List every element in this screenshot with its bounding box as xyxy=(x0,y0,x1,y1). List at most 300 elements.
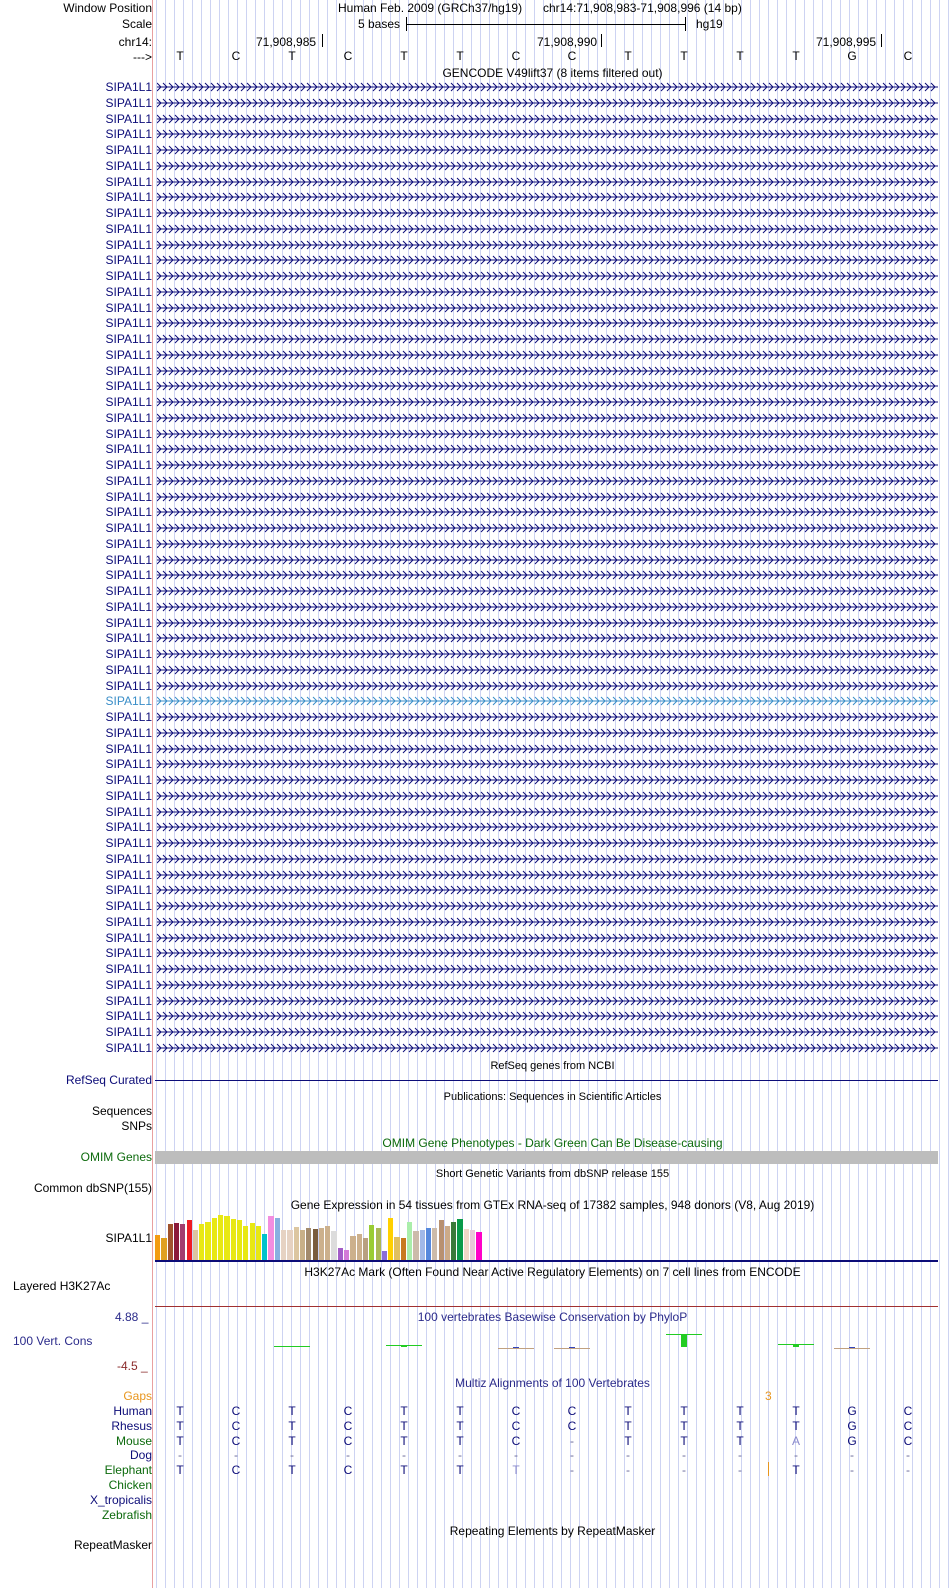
transcript-intron-line[interactable] xyxy=(157,506,938,518)
omim-track-label[interactable]: OMIM Genes xyxy=(80,1150,152,1164)
transcript-label[interactable]: SIPA1L1 xyxy=(105,662,152,677)
aligned-base: - xyxy=(906,1448,910,1463)
phylop-score-bar[interactable] xyxy=(401,1345,407,1347)
transcript-label[interactable]: SIPA1L1 xyxy=(105,410,152,425)
transcript-label[interactable]: SIPA1L1 xyxy=(105,914,152,929)
gtex-tissue-bar[interactable] xyxy=(281,1230,286,1260)
gtex-tissue-bar[interactable] xyxy=(275,1218,280,1260)
aligned-base: - xyxy=(626,1463,630,1478)
aligned-base: C xyxy=(343,1418,353,1433)
transcript-label[interactable]: SIPA1L1 xyxy=(105,1009,152,1024)
aligned-base: - xyxy=(906,1463,910,1478)
transcript-label[interactable]: SIPA1L1 xyxy=(105,930,152,945)
gtex-tissue-bar[interactable] xyxy=(369,1225,374,1260)
transcript-label[interactable]: SIPA1L1 xyxy=(105,1025,152,1039)
transcript-label[interactable]: SIPA1L1 xyxy=(105,883,152,898)
assembly-text: Human Feb. 2009 (GRCh37/hg19) xyxy=(338,1,523,15)
transcript-label[interactable]: SIPA1L1 xyxy=(105,568,152,583)
gtex-tissue-bar[interactable] xyxy=(357,1234,362,1260)
aligned-base: T xyxy=(792,1463,800,1478)
transcript-label[interactable]: SIPA1L1 xyxy=(105,851,152,866)
transcript-intron-line[interactable] xyxy=(157,176,938,188)
position-text: chr14:71,908,983-71,908,996 (14 bp) xyxy=(543,1,742,15)
gtex-tissue-bar[interactable] xyxy=(476,1232,481,1260)
gtex-tissue-bar[interactable] xyxy=(231,1219,236,1260)
transcript-intron-line[interactable] xyxy=(157,522,938,534)
transcript-intron-line[interactable] xyxy=(157,1010,938,1022)
transcript-intron-line[interactable] xyxy=(157,81,938,93)
transcript-intron-line[interactable] xyxy=(157,821,938,833)
gtex-tissue-bar[interactable] xyxy=(237,1220,242,1260)
transcript-intron-line[interactable] xyxy=(157,191,938,203)
gtex-tissue-bar[interactable] xyxy=(350,1236,355,1260)
aligned-base: - xyxy=(178,1448,182,1463)
aligned-base: T xyxy=(288,1463,296,1478)
transcript-label[interactable]: SIPA1L1 xyxy=(105,647,152,661)
transcript-intron-line[interactable] xyxy=(157,207,938,219)
gtex-tissue-bar[interactable] xyxy=(426,1228,431,1260)
tick-mark xyxy=(322,34,323,47)
transcript-intron-line[interactable] xyxy=(157,632,938,644)
aligned-base: T xyxy=(176,1433,184,1448)
transcript-intron-line[interactable] xyxy=(157,113,938,125)
species-label[interactable]: Zebrafish xyxy=(101,1507,152,1522)
transcript-label[interactable]: SIPA1L1 xyxy=(105,300,152,315)
transcript-intron-line[interactable] xyxy=(157,317,938,329)
transcript-intron-line[interactable] xyxy=(157,349,938,361)
transcript-label[interactable]: SIPA1L1 xyxy=(105,584,152,598)
gtex-tissue-bar[interactable] xyxy=(205,1222,210,1260)
gtex-tissue-bar[interactable] xyxy=(401,1238,406,1260)
gtex-tissue-bar[interactable] xyxy=(212,1218,217,1260)
transcript-label[interactable]: SIPA1L1 xyxy=(105,221,152,236)
gtex-tissue-bar[interactable] xyxy=(445,1226,450,1260)
transcript-intron-line[interactable] xyxy=(157,869,938,881)
species-label[interactable]: Chicken xyxy=(108,1478,152,1492)
transcript-label[interactable]: SIPA1L1 xyxy=(105,678,152,693)
gtex-tissue-bar[interactable] xyxy=(331,1231,336,1260)
aligned-base: - xyxy=(346,1448,350,1463)
transcript-label[interactable]: SIPA1L1 xyxy=(105,95,152,110)
phylop-score-bar[interactable] xyxy=(793,1344,799,1347)
gtex-tissue-bar[interactable] xyxy=(174,1223,179,1260)
aligned-base: T xyxy=(680,1404,688,1418)
gtex-tissue-bar[interactable] xyxy=(224,1216,229,1260)
transcript-label[interactable]: SIPA1L1 xyxy=(105,757,152,772)
gtex-tissue-bar[interactable] xyxy=(363,1238,368,1260)
aligned-base: C xyxy=(567,1404,577,1418)
transcript-intron-line[interactable] xyxy=(157,554,938,566)
aligned-base: T xyxy=(288,1418,296,1433)
gtex-tissue-bar[interactable] xyxy=(420,1230,425,1260)
transcript-intron-line[interactable] xyxy=(157,837,938,849)
transcript-label[interactable]: SIPA1L1 xyxy=(105,143,152,157)
transcript-label[interactable]: SIPA1L1 xyxy=(105,127,152,142)
aligned-base: T xyxy=(456,1404,464,1418)
refseq-track-label[interactable]: RefSeq Curated xyxy=(65,1073,152,1087)
transcript-label[interactable]: SIPA1L1 xyxy=(105,174,152,189)
gtex-tissue-bar[interactable] xyxy=(413,1231,418,1260)
h3k27ac-track-label[interactable]: Layered H3K27Ac xyxy=(13,1279,111,1293)
aligned-base: C xyxy=(343,1404,353,1418)
species-label[interactable]: X_tropicalis xyxy=(89,1492,152,1507)
transcript-label[interactable]: SIPA1L1 xyxy=(105,820,152,835)
transcript-label[interactable]: SIPA1L1 xyxy=(105,536,152,551)
transcript-label[interactable]: SIPA1L1 xyxy=(105,710,152,724)
publications-track-title: Publications: Sequences in Scientific Articles xyxy=(443,1091,662,1103)
phylop-score-cap xyxy=(834,1348,870,1349)
transcript-intron-line[interactable] xyxy=(157,128,938,140)
chrom-label: chr14: xyxy=(118,35,152,49)
species-label[interactable]: Mouse xyxy=(115,1433,152,1448)
transcript-intron-line[interactable] xyxy=(157,302,938,314)
transcript-intron-line[interactable] xyxy=(157,900,938,912)
transcript-label[interactable]: SIPA1L1 xyxy=(105,206,152,220)
transcript-label[interactable]: SIPA1L1 xyxy=(105,80,152,94)
transcript-label[interactable]: SIPA1L1 xyxy=(105,379,152,394)
transcript-label[interactable]: SIPA1L1 xyxy=(105,1040,152,1055)
transcript-intron-line[interactable] xyxy=(157,601,938,613)
transcript-label[interactable]: SIPA1L1 xyxy=(105,284,152,299)
gtex-tissue-bar[interactable] xyxy=(313,1229,318,1260)
aligned-base: - xyxy=(290,1448,294,1463)
transcript-intron-line[interactable] xyxy=(157,475,938,487)
aligned-base: T xyxy=(736,1433,744,1448)
species-label[interactable]: Dog xyxy=(129,1448,152,1463)
gtex-tissue-bar[interactable] xyxy=(306,1228,311,1260)
aligned-base: - xyxy=(570,1433,574,1448)
transcript-intron-line[interactable] xyxy=(157,270,938,282)
transcript-intron-line[interactable] xyxy=(157,365,938,377)
reference-base: T xyxy=(736,49,744,63)
transcript-label[interactable]: SIPA1L1 xyxy=(105,347,152,362)
transcript-label[interactable]: SIPA1L1 xyxy=(105,773,152,787)
gtex-tissue-bar[interactable] xyxy=(243,1226,248,1260)
phylop-track-title: 100 vertebrates Basewise Conservation by PhyloP xyxy=(417,1310,688,1324)
dbsnp-track-title: Short Genetic Variants from dbSNP release 155 xyxy=(435,1168,670,1180)
transcript-intron-line[interactable] xyxy=(157,412,938,424)
label-separator xyxy=(152,0,153,1588)
aligned-base: C xyxy=(231,1404,241,1418)
gtex-tissue-bar[interactable] xyxy=(180,1224,185,1260)
transcript-label[interactable]: SIPA1L1 xyxy=(105,190,152,205)
grid-line xyxy=(948,0,949,1588)
aligned-base: C xyxy=(231,1433,241,1448)
tick-label: 71,908,995 xyxy=(816,35,877,49)
transcript-intron-line[interactable] xyxy=(157,585,938,597)
repeatmasker-track-title: Repeating Elements by RepeatMasker xyxy=(449,1524,656,1538)
transcript-intron-line[interactable] xyxy=(157,538,938,550)
gap-count: 3 xyxy=(765,1389,772,1403)
gtex-tissue-bar[interactable] xyxy=(256,1226,261,1260)
transcript-intron-line[interactable] xyxy=(157,239,938,251)
transcript-intron-line[interactable] xyxy=(157,223,938,235)
omim-track-title: OMIM Gene Phenotypes - Dark Green Can Be Disease-causing xyxy=(382,1136,723,1150)
transcript-label[interactable]: SIPA1L1 xyxy=(105,867,152,882)
aligned-base: C xyxy=(231,1418,241,1433)
transcript-label[interactable]: SIPA1L1 xyxy=(105,521,152,535)
transcript-label[interactable]: SIPA1L1 xyxy=(105,804,152,819)
aligned-base: - xyxy=(682,1448,686,1463)
aligned-base: T xyxy=(288,1433,296,1448)
tick-label: 71,908,985 xyxy=(256,35,317,49)
gtex-tissue-bar[interactable] xyxy=(250,1223,255,1260)
reference-base: C xyxy=(567,49,577,63)
transcript-label[interactable]: SIPA1L1 xyxy=(105,237,152,252)
gtex-tissue-bar[interactable] xyxy=(451,1222,456,1260)
transcript-intron-line[interactable] xyxy=(157,396,938,408)
grid-line xyxy=(939,0,940,1588)
gtex-tissue-bar[interactable] xyxy=(168,1224,173,1260)
gtex-tissue-bar[interactable] xyxy=(287,1230,292,1260)
gtex-tissue-bar[interactable] xyxy=(325,1226,330,1260)
gtex-baseline xyxy=(155,1260,938,1262)
aligned-base: T xyxy=(456,1463,464,1478)
gtex-tissue-bar[interactable] xyxy=(344,1250,349,1260)
transcript-label[interactable]: SIPA1L1 xyxy=(105,599,152,614)
reference-base: T xyxy=(456,49,464,63)
transcript-label[interactable]: SIPA1L1 xyxy=(105,505,152,520)
reference-base: T xyxy=(792,49,800,63)
transcript-intron-line[interactable] xyxy=(157,1042,938,1054)
transcript-intron-line[interactable] xyxy=(157,380,938,392)
transcript-label[interactable]: SIPA1L1 xyxy=(105,442,152,457)
aligned-base: T xyxy=(792,1404,800,1418)
aligned-base: T xyxy=(288,1404,296,1418)
transcript-intron-line[interactable] xyxy=(157,569,938,581)
gtex-tissue-bar[interactable] xyxy=(262,1234,267,1260)
scale-bar-right xyxy=(685,17,686,31)
aligned-base: T xyxy=(792,1418,800,1433)
gtex-tissue-bar[interactable] xyxy=(464,1229,469,1260)
transcript-intron-line[interactable] xyxy=(157,806,938,818)
aligned-base: C xyxy=(343,1463,353,1478)
aligned-base: T xyxy=(680,1433,688,1448)
aligned-base: T xyxy=(624,1418,632,1433)
transcript-intron-line[interactable] xyxy=(157,947,938,959)
phylop-score-bar[interactable] xyxy=(289,1346,295,1347)
transcript-intron-line[interactable] xyxy=(157,790,938,802)
transcript-intron-line[interactable] xyxy=(157,916,938,928)
aligned-base: C xyxy=(903,1418,913,1433)
aligned-base: T xyxy=(680,1418,688,1433)
transcript-intron-line[interactable] xyxy=(157,711,938,723)
aligned-base: C xyxy=(511,1418,521,1433)
reference-base: C xyxy=(903,49,913,63)
transcript-label[interactable]: SIPA1L1 xyxy=(105,946,152,961)
transcript-label[interactable]: SIPA1L1 xyxy=(105,977,152,992)
aligned-base: - xyxy=(570,1448,574,1463)
transcript-label[interactable]: SIPA1L1 xyxy=(105,788,152,803)
transcript-label[interactable]: SIPA1L1 xyxy=(105,631,152,646)
reference-base: G xyxy=(847,49,857,63)
transcript-label[interactable]: SIPA1L1 xyxy=(105,694,152,709)
gtex-tissue-bar[interactable] xyxy=(300,1230,305,1260)
transcript-label[interactable]: SIPA1L1 xyxy=(105,473,152,488)
aligned-base: - xyxy=(794,1448,798,1463)
gtex-bar-chart[interactable] xyxy=(155,1208,555,1260)
gtex-tissue-bar[interactable] xyxy=(155,1235,160,1260)
gtex-tissue-bar[interactable] xyxy=(388,1218,393,1260)
aligned-base: T xyxy=(456,1418,464,1433)
omim-feature-bar[interactable] xyxy=(155,1151,938,1164)
reference-base: T xyxy=(680,49,688,63)
gtex-tissue-bar[interactable] xyxy=(319,1228,324,1260)
gtex-tissue-bar[interactable] xyxy=(470,1230,475,1260)
transcript-intron-line[interactable] xyxy=(157,443,938,455)
transcript-label[interactable]: SIPA1L1 xyxy=(105,615,152,630)
gtex-tissue-bar[interactable] xyxy=(376,1228,381,1260)
gtex-tissue-bar[interactable] xyxy=(382,1251,387,1260)
species-label[interactable]: Human xyxy=(113,1404,152,1418)
aligned-base: T xyxy=(400,1404,408,1418)
transcript-label[interactable]: SIPA1L1 xyxy=(105,552,152,567)
species-label[interactable]: Elephant xyxy=(104,1463,152,1478)
tick-mark xyxy=(601,34,602,47)
publications-label-snps[interactable]: SNPs xyxy=(121,1119,152,1133)
aligned-base: - xyxy=(850,1463,854,1478)
gtex-tissue-bar[interactable] xyxy=(294,1227,299,1260)
transcript-intron-line[interactable] xyxy=(157,774,938,786)
transcript-intron-line[interactable] xyxy=(157,286,938,298)
gtex-tissue-bar[interactable] xyxy=(439,1220,444,1260)
aligned-base: G xyxy=(847,1404,857,1418)
phylop-score-bar[interactable] xyxy=(569,1347,575,1348)
reference-base: T xyxy=(400,49,408,63)
transcript-intron-line[interactable] xyxy=(157,884,938,896)
publications-label-sequences[interactable]: Sequences xyxy=(91,1104,152,1118)
gtex-tissue-bar[interactable] xyxy=(199,1224,204,1260)
gtex-tissue-bar[interactable] xyxy=(161,1238,166,1260)
phylop-score-cap xyxy=(554,1348,590,1349)
gtex-track-title: Gene Expression in 54 tissues from GTEx RNA-seq of 17382 samples, 948 donors (V8, Aug 2019) xyxy=(290,1198,815,1212)
gtex-tissue-bar[interactable] xyxy=(432,1228,437,1260)
transcript-intron-line[interactable] xyxy=(157,160,938,172)
phylop-score-bar[interactable] xyxy=(849,1347,855,1348)
transcript-intron-line[interactable] xyxy=(157,333,938,345)
transcript-label[interactable]: SIPA1L1 xyxy=(105,363,152,378)
aligned-base: T xyxy=(736,1418,744,1433)
aligned-base: G xyxy=(847,1433,857,1448)
transcript-label[interactable]: SIPA1L1 xyxy=(105,111,152,126)
aligned-base: T xyxy=(400,1418,408,1433)
transcript-label[interactable]: SIPA1L1 xyxy=(105,962,152,976)
transcript-intron-line[interactable] xyxy=(157,491,938,503)
aligned-base: T xyxy=(400,1463,408,1478)
gtex-tissue-bar[interactable] xyxy=(457,1219,462,1260)
aligned-base: T xyxy=(624,1433,632,1448)
transcript-label[interactable]: SIPA1L1 xyxy=(105,269,152,283)
aligned-base: C xyxy=(231,1463,241,1478)
gtex-tissue-bar[interactable] xyxy=(394,1237,399,1260)
scale-bar xyxy=(406,24,686,25)
transcript-intron-line[interactable] xyxy=(157,995,938,1007)
aligned-base: - xyxy=(626,1448,630,1463)
aligned-base: C xyxy=(511,1404,521,1418)
transcript-intron-line[interactable] xyxy=(157,97,938,109)
transcript-label[interactable]: SIPA1L1 xyxy=(105,725,152,740)
transcript-intron-line[interactable] xyxy=(157,648,938,660)
refseq-track-title: RefSeq genes from NCBI xyxy=(490,1060,615,1072)
transcript-label[interactable]: SIPA1L1 xyxy=(105,489,152,504)
gtex-tissue-bar[interactable] xyxy=(187,1220,192,1260)
reference-base: T xyxy=(176,49,184,63)
transcript-intron-line[interactable] xyxy=(157,617,938,629)
aligned-base: - xyxy=(738,1448,742,1463)
transcript-intron-line[interactable] xyxy=(157,758,938,770)
transcript-intron-line[interactable] xyxy=(157,932,938,944)
transcript-intron-line[interactable] xyxy=(157,1026,938,1038)
reference-base: C xyxy=(231,49,241,63)
aligned-base: - xyxy=(402,1448,406,1463)
aligned-base: C xyxy=(343,1433,353,1448)
repeatmasker-track-label[interactable]: RepeatMasker xyxy=(73,1538,152,1552)
transcript-label[interactable]: SIPA1L1 xyxy=(105,316,152,331)
aligned-base: T xyxy=(176,1418,184,1433)
transcript-intron-line[interactable] xyxy=(157,853,938,865)
gtex-tissue-bar[interactable] xyxy=(193,1230,198,1260)
species-label[interactable]: Rhesus xyxy=(111,1418,152,1433)
transcript-label[interactable]: SIPA1L1 xyxy=(105,332,152,346)
h3k27ac-track-title: H3K27Ac Mark (Often Found Near Active Regulatory Elements) on 7 cell lines from ENCODE xyxy=(304,1265,801,1279)
phylop-max: 4.88 _ xyxy=(115,1310,149,1324)
aligned-base: T xyxy=(512,1463,520,1478)
transcript-label[interactable]: SIPA1L1 xyxy=(105,741,152,756)
transcript-intron-line[interactable] xyxy=(157,428,938,440)
phylop-min: -4.5 _ xyxy=(117,1359,148,1373)
transcript-label[interactable]: SIPA1L1 xyxy=(105,836,152,850)
gtex-track-label[interactable]: SIPA1L1 xyxy=(105,1231,152,1245)
reference-base: T xyxy=(624,49,632,63)
gtex-tissue-bar[interactable] xyxy=(268,1216,273,1260)
transcript-label[interactable]: SIPA1L1 xyxy=(105,993,152,1008)
phylop-score-bar[interactable] xyxy=(681,1334,687,1347)
transcript-intron-line[interactable] xyxy=(157,979,938,991)
transcript-intron-line[interactable] xyxy=(157,680,938,692)
transcript-intron-line[interactable] xyxy=(157,144,938,156)
transcript-label[interactable]: SIPA1L1 xyxy=(105,426,152,441)
aligned-base: T xyxy=(176,1404,184,1418)
transcript-intron-line[interactable] xyxy=(157,743,938,755)
aligned-base: C xyxy=(511,1433,521,1448)
transcript-intron-line[interactable] xyxy=(157,664,938,676)
reference-base: T xyxy=(288,49,296,63)
transcript-intron-line[interactable] xyxy=(157,963,938,975)
transcript-intron-line[interactable] xyxy=(157,254,938,266)
scale-text: 5 bases xyxy=(358,17,401,31)
gtex-tissue-bar[interactable] xyxy=(338,1248,343,1260)
transcript-intron-line[interactable] xyxy=(157,695,938,707)
tick-mark xyxy=(881,34,882,47)
aligned-base: - xyxy=(738,1463,742,1478)
phylop-track-label[interactable]: 100 Vert. Cons xyxy=(13,1334,93,1348)
refseq-gene-line[interactable] xyxy=(155,1080,938,1081)
transcript-intron-line[interactable] xyxy=(157,459,938,471)
aligned-base: T xyxy=(736,1404,744,1418)
aligned-base: T xyxy=(456,1433,464,1448)
transcript-label[interactable]: SIPA1L1 xyxy=(105,899,152,913)
transcript-label[interactable]: SIPA1L1 xyxy=(105,395,152,409)
phylop-score-bar[interactable] xyxy=(513,1347,519,1348)
transcript-label[interactable]: SIPA1L1 xyxy=(105,253,152,268)
transcript-label[interactable]: SIPA1L1 xyxy=(105,458,152,472)
transcript-label[interactable]: SIPA1L1 xyxy=(105,158,152,173)
gtex-tissue-bar[interactable] xyxy=(407,1222,412,1260)
transcript-intron-line[interactable] xyxy=(157,727,938,739)
dbsnp-track-label[interactable]: Common dbSNP(155) xyxy=(33,1181,152,1195)
aligned-base: C xyxy=(567,1418,577,1433)
gtex-tissue-bar[interactable] xyxy=(218,1215,223,1260)
